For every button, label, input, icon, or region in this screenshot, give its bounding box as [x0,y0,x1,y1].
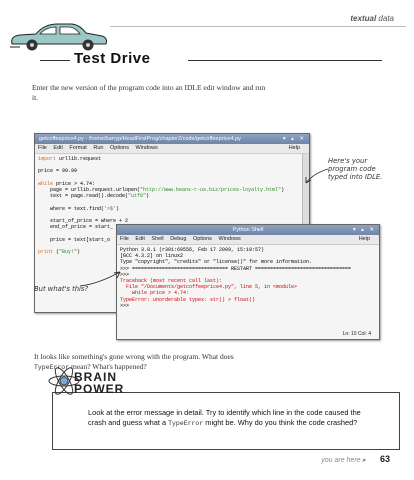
code-line: while price > 4.74: [38,180,96,187]
menu-file[interactable]: File [38,145,47,151]
shell-menubar [117,235,379,245]
window-controls-icon[interactable]: ▾ ▴ ✕ [352,227,376,233]
code-line: page = urllib.request.urlopen("http://www.beans-r-us.biz/prices-loyalty.html") [38,187,285,194]
error-line: while price > 4.74: [120,290,190,297]
menu-options[interactable]: Options [110,145,129,151]
menu-run[interactable]: Run [93,145,104,151]
shell-line: >>> [120,271,130,278]
shell-output-area[interactable] [117,245,379,323]
menu-help[interactable]: Help [288,145,300,151]
code-line: end_of_price = start_ [38,224,114,231]
menu-windows[interactable]: Windows [218,236,241,242]
error-line: File "/Documents/getcoffeeprice4.py", line 5, in <module> [120,284,298,291]
page-title: Test Drive [74,50,151,67]
code-line: print ("Buy!") [38,249,81,256]
window-controls-icon[interactable]: ▾ ▴ ✕ [282,136,306,142]
header-rule [110,26,406,27]
shell-prompt: >>> [120,302,133,309]
error-line: Traceback (most recent call last): [120,278,223,285]
python-shell-window [116,224,380,340]
code-line: text = page.read().decode("utf8") [38,193,150,200]
shell-line: >>> ================================ RESTART ================================ [120,265,352,272]
annotation-error-note: But what's this? [34,285,89,293]
arrow-icon [78,268,124,290]
code-line: price = 99.99 [38,168,78,175]
question-text: It looks like something's gone wrong with the program. What does TypeError mean? What's happened? [34,352,234,371]
error-line: TypeError: unorderable types: str() > float() [120,296,256,303]
menu-edit[interactable]: Edit [135,236,145,242]
shell-line: Python 3.0.1 (r301:69556, Feb 17 2009, 15:19:57) [120,247,265,253]
menu-help[interactable]: Help [358,236,370,242]
intro-text: Enter the new version of the program code into an IDLE edit window and run it. [32,83,266,102]
menu-debug[interactable]: Debug [170,236,187,242]
shell-line: Type "copyright", "credits" or "license()" for more information. [120,259,313,266]
editor-title: getcoffeeprice4.py - /home/barryp/HeadFirstProg/chapter2/code/getcoffeeprice4.py [39,136,241,142]
shell-titlebar [117,225,379,235]
section-tag: textual data [350,14,394,23]
annotation-code-note: Here's your program code typed into IDLE. [328,157,383,181]
menu-options[interactable]: Options [192,236,212,242]
menu-edit[interactable]: Edit [53,145,63,151]
menu-format[interactable]: Format [69,145,87,151]
you-are-here: you are here ▸ [321,457,366,464]
title-rule-left [40,60,70,61]
title-rule-right [188,60,382,61]
code-line: import urllib.request [38,156,102,162]
page-number: 63 [379,454,390,464]
editor-menubar [35,144,309,154]
arrow-icon [300,165,332,187]
code-line: price = text[start_o [38,236,111,243]
code-line: start_of_price = where + 2 [38,218,129,225]
shell-title: Python Shell [232,227,264,233]
shell-status: Ln: 10 Col: 4 [342,331,371,337]
brain-power-text: Look at the error message in detail. Try to identify which line in the code caused the crash and guess what a TypeError might be. Why do you think the code crashed? [88,408,361,427]
brain-power-logo: BRAIN POWER [74,370,125,396]
code-line: where = text.find('>$') [38,205,120,212]
menu-file[interactable]: File [120,236,129,242]
menu-shell[interactable]: Shell [151,236,164,242]
editor-titlebar [35,134,309,144]
menu-windows[interactable]: Windows [135,145,158,151]
shell-line: [GCC 4.3.2] on linux2 [120,253,184,260]
